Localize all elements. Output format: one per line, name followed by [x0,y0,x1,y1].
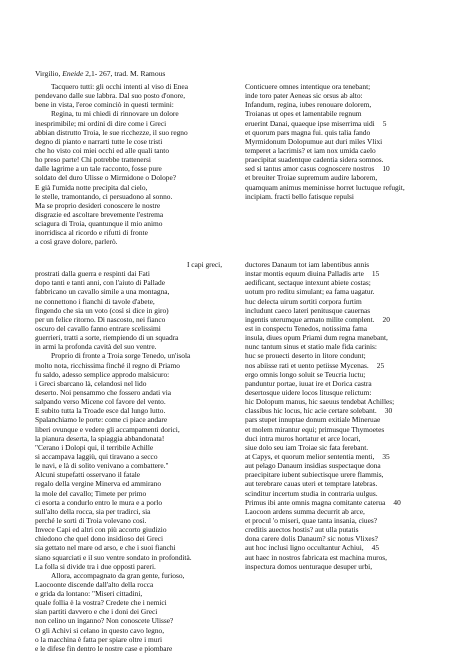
line-text: nunc tantum sinus et statio male fida carinis: [245,342,377,352]
line-text: sull'alto della rocca, sia per tradirci, sia [35,506,151,516]
line-text: la pianura deserta, la spiaggia abbandonata! [35,433,165,443]
line-text: dalle lagrime a un tale racconto, fosse pure [35,164,162,174]
text-line [245,260,445,269]
text-line [35,82,235,91]
line-text: e le difese fin dentro le nostre case e piombare [35,643,173,653]
line-text: Allora, accompagnato da gran gente, furioso, [51,570,185,580]
line-text: quale follia è la vostra? Credete che i nemici [35,598,167,608]
line-text: est in conspectu Tenedos, notissima fama [245,323,368,333]
text-line [245,470,445,479]
line-text: at Capys, et quorum melior sententia menti, [245,451,375,461]
verse-number: 30 [384,406,393,416]
line-text: fabbricano un cavallo simile a una montagna, [35,287,170,297]
text-line [245,507,445,516]
text-line [35,461,235,470]
text-line [35,219,235,228]
header-reference: 2,1- 267, trad. M. Ramous [83,69,166,78]
line-text: huc se prouecti deserto in litore condunt; [245,351,366,361]
line-text: le stelle, tramontando, ci persuadono al sonno. [35,191,173,201]
italian-translation-part-1 [35,82,235,247]
text-line [35,351,235,360]
line-text: includunt caeco lateri penitusque cauernas [245,305,371,315]
text-line [35,616,235,625]
line-text: uotum pro reditu simulant; ea fama uagatur. [245,287,375,297]
line-text: soldato del duro Ulisse o Mirmidone o Dolope? [35,173,177,183]
text-line [245,324,445,333]
text-line [35,479,235,488]
line-text: sciagura di Troia, quantunque il mio animo [35,219,163,229]
text-line [35,164,235,173]
line-text: Invece Capi ed altri con più accorto giudizio [35,525,167,535]
text-line [35,534,235,543]
line-text: oscuro del cavallo fanno entrare scelissimi [35,323,161,333]
line-text: praecipitat suadentque cadentia sidera somnos. [245,155,384,165]
line-text: regalo della vergine Minerva ed ammirano [35,479,162,489]
line-text: Ma se proprio desideri conoscere le nostre [35,200,161,210]
text-line [35,562,235,571]
text-line [245,498,445,507]
text-line [35,306,235,315]
line-text: inesprimibile; mi ordini di dire come i Greci [35,118,167,128]
text-line [245,315,445,324]
line-text: E già l'umida notte precipita dal cielo, [35,182,148,192]
line-text: E subito tutta la Troade esce dal lungo lutto. [35,406,166,416]
text-line [35,137,235,146]
text-line [245,388,445,397]
text-line [35,397,235,406]
line-text: liberi ovunque e vedere gli accampamenti dorici, [35,424,180,434]
verse-number: 45 [371,543,380,553]
line-text: eruerint Danai, quaeque ipse miserrima uidi [245,118,375,128]
line-text: Infandum, regina, iubes renouare dolorem, [245,100,372,110]
text-line [245,183,445,192]
line-text: dona carere dolis Danaum? sic notus Vlixes? [245,534,378,544]
document-header [35,69,165,78]
line-text: Conticuere omnes intentique ora tenebant; [245,82,371,91]
line-text: a così grave dolore, parlerò. [35,237,118,247]
line-text: salpando verso Micene col favore del vento. [35,397,166,407]
text-line [35,370,235,379]
text-line [245,91,445,100]
verse-number: 20 [382,314,390,324]
line-text: perché le sorti di Troia volevano così. [35,515,147,525]
line-text: si accampava laggiù, qui tiravano a secco [35,451,158,461]
verse-number: 40 [393,497,401,507]
text-line [35,607,235,616]
text-line [35,183,235,192]
text-line [35,192,235,201]
text-line [245,119,445,128]
line-text: chiedono che quel dono insidioso dei Greci [35,534,164,544]
text-line [245,164,445,173]
text-line [245,461,445,470]
text-line [245,297,445,306]
line-text: pars stupet innuptae donum exitiale Mineruae [245,415,381,425]
line-text: La folla si divide tra i due opposti pareri. [35,561,156,571]
text-line [35,260,235,269]
text-line [245,543,445,552]
verse-number: 25 [376,360,385,370]
line-text: ho preso parte! Chi potrebbe trattenersi [35,155,151,165]
text-line [35,516,235,525]
text-line [35,543,235,552]
text-line [35,406,235,415]
header-author: Virgilio, [35,69,63,78]
line-text: desertosque uidere locos litusque relictum: [245,387,372,397]
text-line [35,342,235,351]
line-text: Tacquero tutti: gli occhi intenti al viso di Enea [51,82,188,91]
line-text: sian partiti davvero e che i doni dei Greci [35,607,158,617]
line-text: disgrazie ed ascoltare brevemente l'estrema [35,209,164,219]
line-text: siano squarciati e il suo ventre sondato in profondità. [35,552,192,562]
text-line [35,237,235,246]
text-line [245,479,445,488]
line-text: la mole del cavallo; Timete per primo [35,488,147,498]
text-line [245,425,445,434]
text-line [35,324,235,333]
text-line [35,507,235,516]
text-line [35,269,235,278]
text-line [35,425,235,434]
text-line [35,210,235,219]
italian-translation-part-2 [35,260,235,653]
line-text: praecipitare iubent subiectisque urere flammis, [245,470,384,480]
line-text: Myrmidonum Dolopumue aut duri miles Vlixi [245,136,383,146]
text-line [35,201,235,210]
line-text: o la macchina è fatta per spiare oltre i muri [35,634,163,644]
verse-number: 15 [371,269,380,279]
line-text: aut terebrare cauas uteri et temptare latebras. [245,479,378,489]
text-line [245,489,445,498]
line-text: Proprio di fronte a Troia sorge Tenedo, un'isola [51,351,191,361]
text-line [35,91,235,100]
verse-number: 35 [382,451,390,461]
line-text: aut pelago Danaum insidias suspectaque dona [245,461,381,471]
text-line [245,287,445,296]
text-line [245,397,445,406]
text-line [245,173,445,182]
text-line [245,406,445,415]
line-text: et procul 'o miseri, quae tanta insania, ciues? [245,515,378,525]
text-line [35,571,235,580]
text-line [35,580,235,589]
text-line [35,315,235,324]
line-text: ci esorta a condurlo entro le mura e a porlo [35,497,163,507]
text-line [35,553,235,562]
text-line [245,379,445,388]
text-line [35,278,235,287]
text-line [35,589,235,598]
line-text: i Greci sbarcano là, celandosi nel lido [35,378,147,388]
line-text: fingendo che sia un voto (così si dice in giro) [35,305,169,315]
line-text: quamquam animus meminisse horret luctuque refugit, [245,182,405,192]
line-text: et quorum pars magna fui. quis talia fando [245,127,371,137]
line-text: ductores Danaum tot iam labentibus annis [245,260,370,269]
text-line [35,626,235,635]
line-text: temperet a lacrimis? et iam nox umida caelo [245,145,376,155]
line-text: per un felice ritorno. Di nascosto, nei fianco [35,314,166,324]
line-text: e grida da lontano: "Miseri cittadini, [35,589,143,599]
header-work-title: Eneide [62,69,84,78]
line-text: ingentis uterumque armato milite complent. [245,314,375,324]
line-text: siue dolo seu iam Troiae sic fata ferebant. [245,442,369,452]
line-text: degno di pianto e narrarti tutte le cose tristi [35,136,163,146]
line-text: sia gettato nel mare od arso, e che i suoi fianchi [35,543,176,553]
line-text: nos abiisse rati et uento petiisse Mycenas. [245,360,369,370]
text-line [245,146,445,155]
line-text: aut hoc inclusi ligno occultantur Achiui, [245,543,364,553]
text-line [35,489,235,498]
line-text: inde toro pater Aeneas sic orsus ab alto: [245,91,363,101]
text-line [245,155,445,164]
line-text: O gli Achivi si celano in questo cavo legno, [35,625,165,635]
line-text: incipiam. fracti bello fatisque repulsi [245,191,354,201]
latin-text-part-2 [245,260,445,571]
text-line [245,562,445,571]
line-text: Alcuni stupefatti osservano il fatale [35,470,141,480]
text-line [245,553,445,562]
verse-number: 5 [382,118,387,128]
line-text: le navi, e là di solito venivano a combattere." [35,461,169,471]
line-text: aedificant, sectaque intexunt abiete costas; [245,278,371,288]
text-line [35,644,235,653]
text-line [245,525,445,534]
text-line [245,109,445,118]
text-line [35,155,235,164]
line-text: prostrati dalla guerra e respinti dai Fati [35,269,150,279]
line-text: non celino un inganno? Non conoscete Ulisse? [35,616,174,626]
text-line [245,342,445,351]
text-line [245,278,445,287]
text-line [245,82,445,91]
text-line [245,333,445,342]
text-line [245,415,445,424]
verse-number: 10 [382,164,390,174]
text-line [245,137,445,146]
text-line [245,434,445,443]
text-line [35,498,235,507]
text-line [245,370,445,379]
line-text: creditis auectos hostis? aut ulla putatis [245,525,359,535]
line-text: che ho visto coi miei occhi ed alle quali tanto [35,145,170,155]
text-line [35,598,235,607]
text-line [245,306,445,315]
line-text: bene in vista, l'eroe cominciò in questi termini: [35,100,174,110]
line-text: insula, diues opum Priami dum regna manebant, [245,333,388,343]
line-text: ergo omnis longo soluit se Teucria luctu; [245,369,366,379]
text-line [245,443,445,452]
line-text: hic Dolopum manus, hic saeuus tendebat Achilles; [245,397,395,407]
line-text: Laocoon ardens summa decurrit ab arce, [245,506,365,516]
line-text: huc delecta uirum sortiti corpora furtim [245,296,362,306]
text-line [245,128,445,137]
text-line [35,470,235,479]
line-text: dopo tanti e tanti anni, con l'aiuto di Pallade [35,278,166,288]
line-text: inorridisca al ricordo e rifutti di fronte [35,228,148,238]
line-text: classibus hic locus, hic acie certare solebant. [245,406,377,416]
text-line [35,109,235,118]
line-text: molto nota, ricchissima finché il regno di Priamo [35,360,180,370]
text-line [35,452,235,461]
text-line [245,100,445,109]
line-text: in armi la profonda cavità del suo ventre. [35,342,157,352]
line-text: sed si tantus amor casus cognoscere nostros [245,164,375,174]
text-line [35,635,235,644]
line-text: Spalanchiamo le porte: come ci piace andare [35,415,168,425]
text-line [35,146,235,155]
line-text: panduntur portae, iuuat ire et Dorica castra [245,378,372,388]
line-text: Troianas ut opes et lamentabile regnum [245,109,362,119]
line-text: abbian distrutto Troia, le sue ricchezze, il suo regno [35,127,188,137]
text-line [35,434,235,443]
text-line [35,119,235,128]
line-text: inspectura domos uenturaque desuper urbi, [245,561,373,571]
text-line [245,452,445,461]
line-text: ne connettono i fianchi di tavole d'abete, [35,296,155,306]
text-line [35,415,235,424]
line-text: aut haec in nostros fabricata est machina muros, [245,552,388,562]
text-line [245,361,445,370]
line-text: scinditur incertum studia in contraria uulgus. [245,488,378,498]
line-text: et molem mirantur equi; primusque Thymoetes [245,424,385,434]
line-text: pendevano dalle sue labbra. Dal suo posto d'onore, [35,91,186,101]
line-text: deserto. Noi pensammo che fossero andati via [35,387,172,397]
text-line [35,128,235,137]
text-line [35,287,235,296]
text-line [35,525,235,534]
text-line [35,361,235,370]
line-text: fu saldo, adesso semplice approdo malsicuro: [35,369,170,379]
text-line [35,388,235,397]
line-text: instar montis equum diuina Palladis arte [245,269,364,279]
line-text: guerrieri, tratti a sorte, riempiendo di un squadra [35,333,179,343]
line-text: et breuiter Troiae supremum audire laborem, [245,173,378,183]
text-line [35,297,235,306]
text-line [35,100,235,109]
text-line [35,443,235,452]
text-line [245,192,445,201]
text-line [245,516,445,525]
text-line [245,534,445,543]
text-line [35,379,235,388]
text-line [35,173,235,182]
text-line [245,351,445,360]
line-text: "Cerano i Dolopi qui, il terribile Achille [35,442,154,452]
text-line [245,269,445,278]
line-text: duci intra muros hortatur et arce locari, [245,433,361,443]
text-line [35,333,235,342]
line-text: Laocoonte discende dall'alto della rocca [35,579,154,589]
line-text: I capi greci, [187,260,223,269]
latin-text-part-1 [245,82,445,201]
line-text: Regina, tu mi chiedi di rinnovare un dolore [51,109,179,119]
text-line [35,228,235,237]
line-text: Primus ibi ante omnis magna comitante caterua [245,497,386,507]
